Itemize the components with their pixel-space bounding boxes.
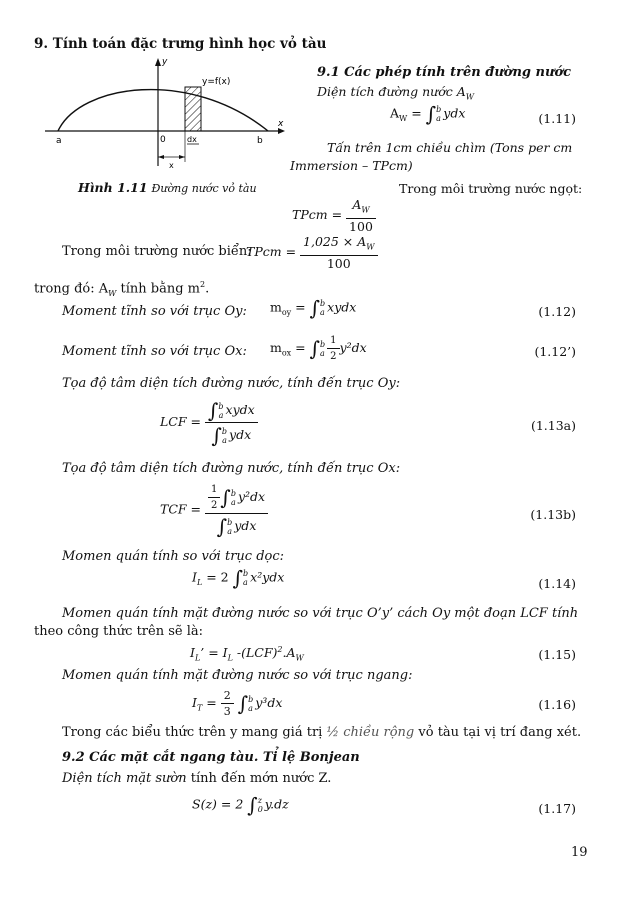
sea-water-label: Trong môi trường nước biển: xyxy=(62,244,252,259)
area-label: Diện tích đường nước $A_W$ xyxy=(317,84,474,102)
equation-1-12: $m_{oy} = \int b$ a xydx xyxy=(270,296,357,320)
tpc-text-line2: Immersion – TPcm) xyxy=(290,158,413,173)
section-heading: 9. Tính toán đặc trưng hình học vỏ tàu xyxy=(34,36,327,52)
equation-1-14: $I_L = 2$ ∫b a x²ydx xyxy=(192,566,285,590)
page-number: 19 xyxy=(571,845,588,860)
eq-number-1-12p: (1.12’) xyxy=(534,344,576,359)
lcf-label: Tọa độ tâm diện tích đường nước, tính đến trục Oy: xyxy=(62,376,401,391)
figure-y-label: y xyxy=(162,57,168,67)
figure-b-label: b xyxy=(257,136,263,146)
moment-oy-label: Moment tĩnh so với trục Oy: xyxy=(62,304,247,319)
equation-1-13a: LCF = ∫b a xydx ∫b a ydx xyxy=(160,398,258,447)
section-9-2-title: 9.2 Các mặt cắt ngang tàu. Tỉ lệ Bonjean xyxy=(62,750,360,765)
eq-number-1-13b: (1.13b) xyxy=(530,507,576,522)
eq-number-1-13a: (1.13a) xyxy=(530,418,576,433)
fresh-water-label: Trong môi trường nước ngọt: xyxy=(399,181,583,196)
equation-1-12p: $m_{ox} = \int b$ a $\frac{1}{2}$ y²dx xyxy=(270,335,367,362)
waterline-figure xyxy=(40,54,290,172)
eq-number-1-15: (1.15) xyxy=(538,647,576,662)
equation-1-16: $I_T$ = $\frac{2}{3}$ ∫b a y³dx xyxy=(192,689,283,718)
ilp-text-line1: Momen quán tính mặt đường nước so với trục O’y’ cách Oy một đoạn LCF tính xyxy=(62,606,579,621)
eq-number-1-14: (1.14) xyxy=(538,576,576,591)
where-text: trong đó: $A_W$ tính bằng $m^2$. xyxy=(34,280,210,298)
equation-1-13b: TCF = $\frac{1}{2}$ ∫b a y²dx ∫b a ydx xyxy=(160,482,268,538)
ilp-text-line2: theo công thức trên sẽ là: xyxy=(34,624,203,639)
figure-a-label: a xyxy=(56,136,62,146)
equation-1-11: $A_W = \int b$ a ydx xyxy=(390,102,466,126)
figure-x-label: x xyxy=(278,119,284,129)
tpc-fresh-equation: TPcm = $\frac{A_W}{100}$ xyxy=(292,197,376,234)
it-label: Momen quán tính mặt đường nước so với trục ngang: xyxy=(62,668,413,683)
eq-number-1-17: (1.17) xyxy=(538,801,576,816)
il-label: Momen quán tính so với trục dọc: xyxy=(62,549,284,564)
note-text: Trong các biểu thức trên y mang giá trị ½ chiều rộng vỏ tàu tại vị trí đang xét. xyxy=(62,725,582,740)
tpc-text-line1: Tấn trên 1cm chiều chìm (Tons per cm xyxy=(327,140,573,155)
moment-ox-label: Moment tĩnh so với trục Ox: xyxy=(62,344,247,359)
section-9-1-title: 9.1 Các phép tính trên đường nước xyxy=(317,65,572,80)
figure-origin-label: 0 xyxy=(160,135,166,145)
figure-dx-label: dx xyxy=(187,135,197,144)
figure-caption: Hình 1.11 Đường nước vỏ tàu xyxy=(78,180,257,195)
tcf-label: Tọa độ tâm diện tích đường nước, tính đến trục Ox: xyxy=(62,461,401,476)
eq-number-1-16: (1.16) xyxy=(538,697,576,712)
equation-1-15: $I_L$’ = $I_L$ $-(LCF)^2.A_W$ xyxy=(190,645,304,663)
figure-curve-label: y=f(x) xyxy=(202,77,231,87)
eq-number-1-12: (1.12) xyxy=(538,304,576,319)
tpc-sea-equation: TPcm = $\frac{1,025 \times A_W}{100}$ xyxy=(246,234,378,271)
equation-1-17: S(z) = 2 ∫z 0 y.dz xyxy=(192,793,289,817)
section-area-label: Diện tích mặt sườn tính đến mớn nước Z. xyxy=(62,771,332,786)
figure-xdim-label: x xyxy=(169,161,174,170)
eq-number-1-11: (1.11) xyxy=(538,111,576,126)
